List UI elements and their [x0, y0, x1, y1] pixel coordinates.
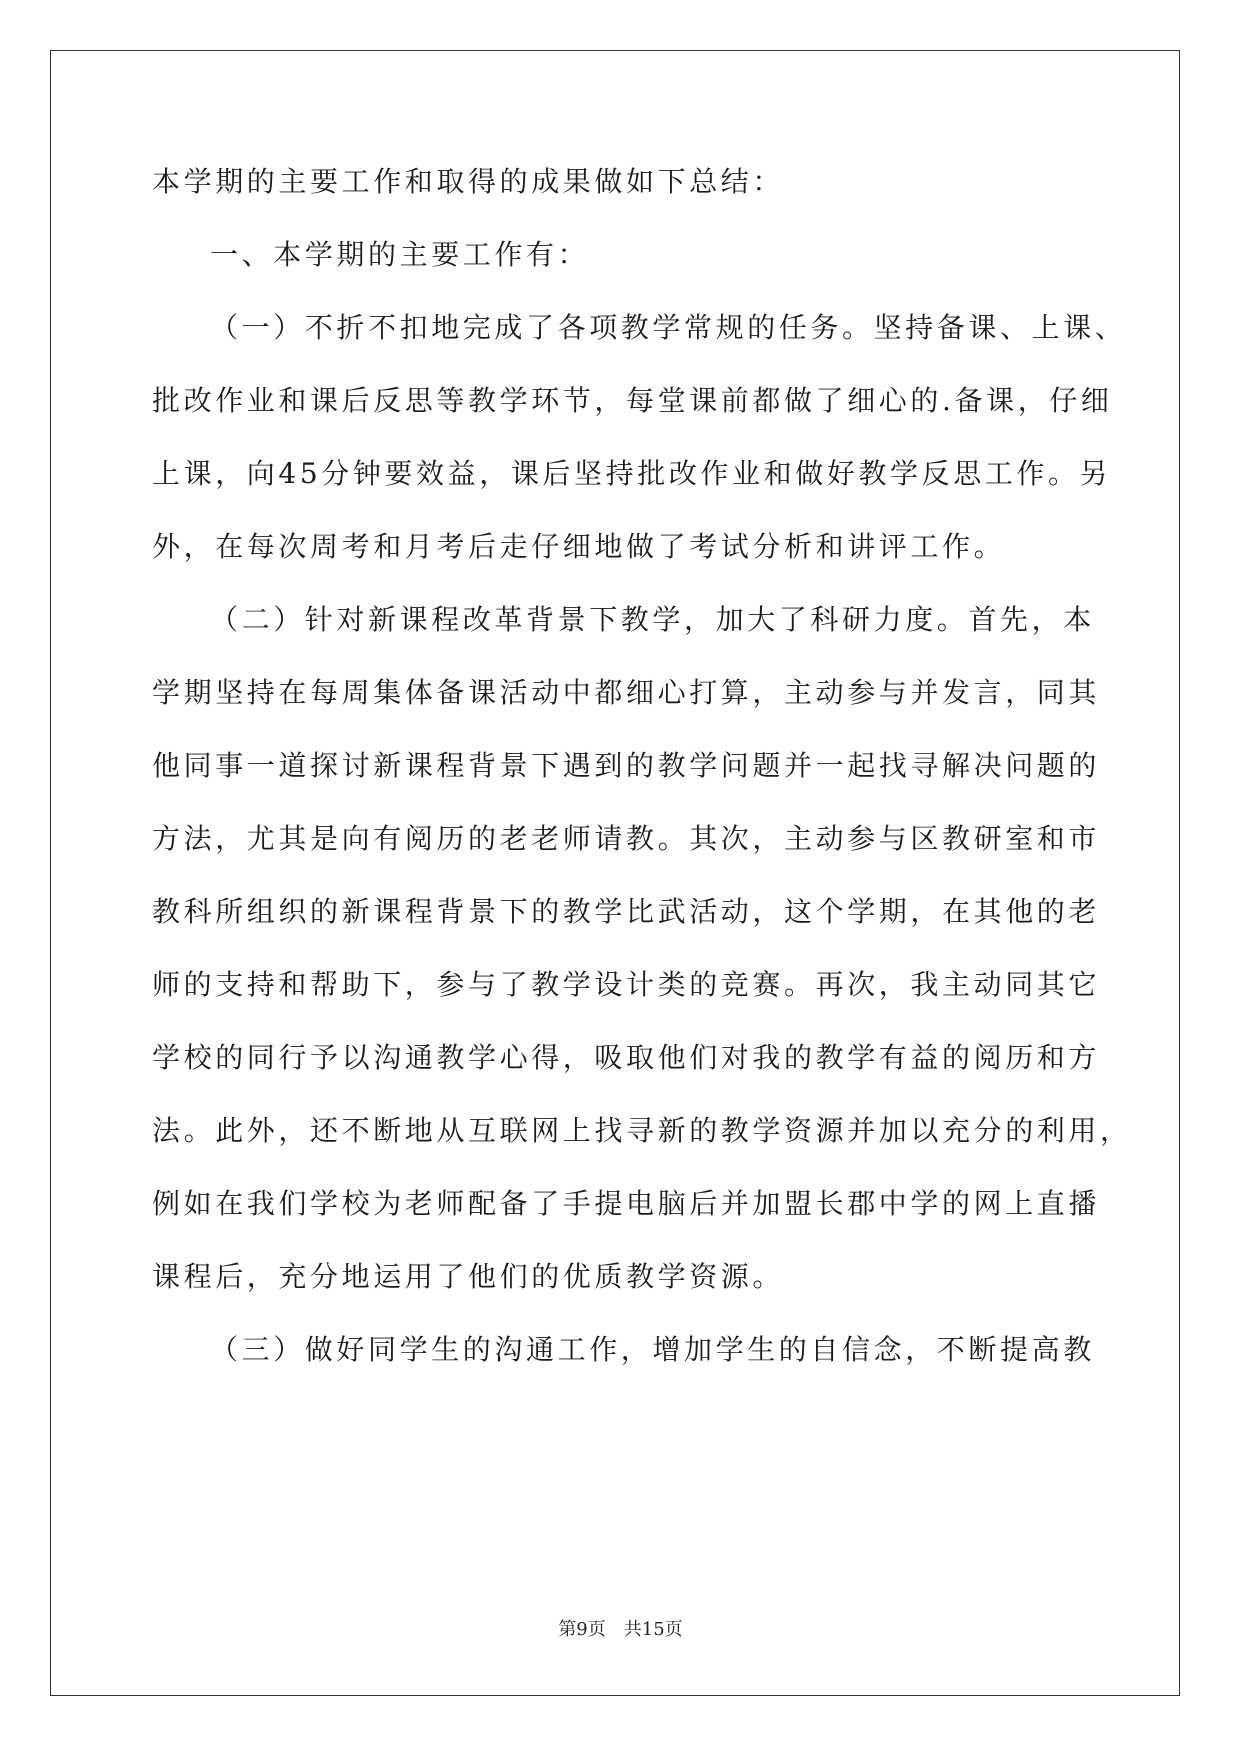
text-line-6: 外，在每次周考和月考后走仔细地做了考试分析和讲评工作。 [152, 530, 1006, 563]
text-line-10: 方法，尤其是向有阅历的老老师请教。其次，主动参与区教研室和市 [152, 822, 1101, 855]
page-border [50, 50, 1180, 1696]
text-line-4: 批改作业和课后反思等教学环节，每堂课前都做了细心的.备课，仔细 [152, 384, 1113, 417]
text-line-5: 上课，向45分钟要效益，课后坚持批改作业和做好教学反思工作。另 [152, 457, 1112, 490]
text-line-7: （二）针对新课程改革背景下教学，加大了科研力度。首先，本 [210, 603, 1095, 636]
text-line-15: 例如在我们学校为老师配备了手提电脑后并加盟长郡中学的网上直播 [152, 1187, 1101, 1220]
text-line-9: 他同事一道探讨新课程背景下遇到的教学问题并一起找寻解决问题的 [152, 749, 1101, 782]
page-number-footer: 第9页 共15页 [558, 1619, 683, 1640]
section-heading-1: 一、本学期的主要工作有： [210, 238, 590, 271]
text-line-1: 本学期的主要工作和取得的成果做如下总结： [152, 165, 785, 198]
text-line-13: 学校的同行予以沟通教学心得，吸取他们对我的教学有益的阅历和方 [152, 1041, 1101, 1074]
text-line-12: 师的支持和帮助下，参与了教学设计类的竞赛。再次，我主动同其它 [152, 968, 1101, 1001]
text-line-11: 教科所组织的新课程背景下的教学比武活动，这个学期，在其他的老 [152, 895, 1101, 928]
text-line-17: （三）做好同学生的沟通工作，增加学生的自信念，不断提高教 [210, 1333, 1095, 1366]
text-line-3: （一）不折不扣地完成了各项教学常规的任务。坚持备课、上课、 [210, 311, 1127, 344]
text-line-8: 学期坚持在每周集体备课活动中都细心打算，主动参与并发言，同其 [152, 676, 1101, 709]
text-line-16: 课程后，充分地运用了他们的优质教学资源。 [152, 1260, 785, 1293]
text-line-14: 法。此外，还不断地从互联网上找寻新的教学资源并加以充分的利用， [152, 1114, 1132, 1147]
